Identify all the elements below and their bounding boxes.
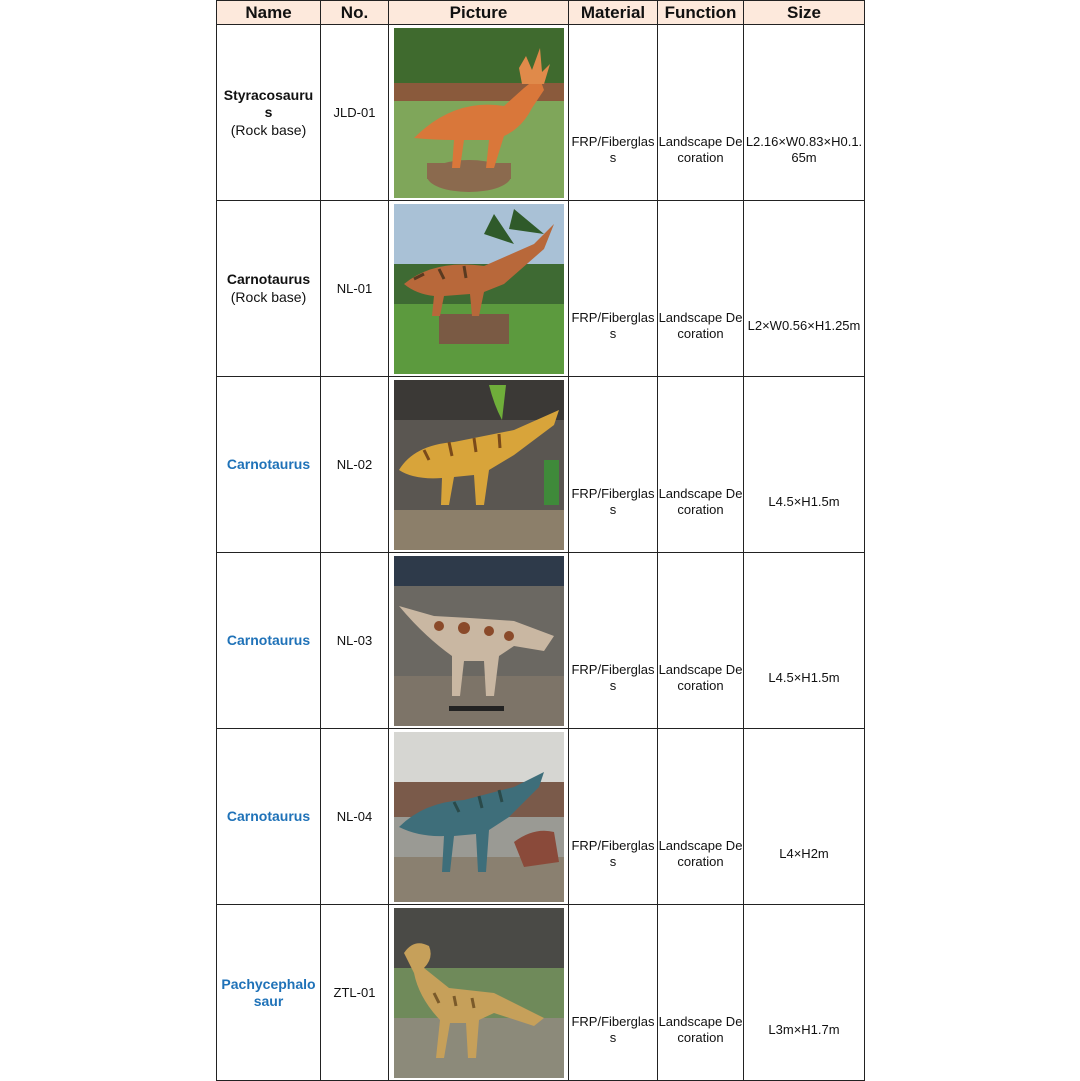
material-cell bbox=[569, 25, 658, 201]
header-picture: Picture bbox=[389, 1, 569, 25]
pachycephalosaur-photo bbox=[394, 908, 564, 1078]
table-row bbox=[217, 25, 865, 201]
product-name: Styracosaurus bbox=[223, 86, 314, 120]
function-text: Landscape Decoration bbox=[658, 133, 743, 165]
size-text: L4.5×H1.5m bbox=[768, 493, 840, 509]
material-cell bbox=[569, 729, 658, 905]
size-cell bbox=[744, 905, 865, 1081]
header-no: No. bbox=[321, 1, 389, 25]
table-row bbox=[217, 729, 865, 905]
size-cell bbox=[744, 729, 865, 905]
material-cell bbox=[569, 201, 658, 377]
function-text: Landscape Decoration bbox=[658, 309, 743, 341]
function-text: Landscape Decoration bbox=[658, 661, 743, 693]
material-cell bbox=[569, 377, 658, 553]
product-number: NL-03 bbox=[321, 553, 389, 729]
carnotaurus-spotted-photo bbox=[394, 556, 564, 726]
material-text: FRP/Fiberglass bbox=[571, 661, 655, 693]
picture-cell bbox=[389, 201, 569, 377]
size-cell bbox=[744, 201, 865, 377]
material-text: FRP/Fiberglass bbox=[571, 485, 655, 517]
product-number: ZTL-01 bbox=[321, 905, 389, 1081]
function-cell bbox=[658, 377, 744, 553]
table-row bbox=[217, 553, 865, 729]
name-cell bbox=[217, 201, 321, 377]
picture-cell bbox=[389, 25, 569, 201]
carnotaurus-workshop-photo bbox=[394, 380, 564, 550]
product-number: JLD-01 bbox=[321, 25, 389, 201]
size-text: L3m×H1.7m bbox=[768, 1021, 840, 1037]
material-text: FRP/Fiberglass bbox=[571, 1013, 655, 1045]
header-row bbox=[217, 1, 865, 25]
name-cell bbox=[217, 729, 321, 905]
function-text: Landscape Decoration bbox=[658, 1013, 743, 1045]
header-size: Size bbox=[744, 1, 865, 25]
size-text: L4.5×H1.5m bbox=[768, 669, 840, 685]
product-note: (Rock base) bbox=[230, 121, 307, 138]
header-function: Function bbox=[658, 1, 744, 25]
product-number: NL-04 bbox=[321, 729, 389, 905]
product-number: NL-02 bbox=[321, 377, 389, 553]
size-cell bbox=[744, 377, 865, 553]
picture-cell bbox=[389, 377, 569, 553]
size-text: L4×H2m bbox=[779, 845, 829, 861]
table-row bbox=[217, 905, 865, 1081]
function-text: Landscape Decoration bbox=[658, 485, 743, 517]
name-cell bbox=[217, 905, 321, 1081]
function-cell bbox=[658, 905, 744, 1081]
material-text: FRP/Fiberglass bbox=[571, 309, 655, 341]
size-cell bbox=[744, 553, 865, 729]
material-cell bbox=[569, 553, 658, 729]
size-text: L2×W0.56×H1.25m bbox=[747, 317, 861, 333]
function-cell bbox=[658, 201, 744, 377]
header-name: Name bbox=[217, 1, 321, 25]
table-row bbox=[217, 377, 865, 553]
product-name: Carnotaurus bbox=[226, 271, 311, 287]
picture-cell bbox=[389, 905, 569, 1081]
function-cell bbox=[658, 729, 744, 905]
size-cell bbox=[744, 25, 865, 201]
size-text: L2.16×W0.83×H0.1.65m bbox=[745, 133, 863, 165]
picture-cell bbox=[389, 553, 569, 729]
styracosaurus-photo bbox=[394, 28, 564, 198]
name-cell bbox=[217, 377, 321, 553]
material-cell bbox=[569, 905, 658, 1081]
function-text: Landscape Decoration bbox=[658, 837, 743, 869]
function-cell bbox=[658, 553, 744, 729]
product-name: Carnotaurus bbox=[226, 808, 311, 824]
carnotaurus-blue-photo bbox=[394, 732, 564, 902]
carnotaurus-rock-base-photo bbox=[394, 204, 564, 374]
product-name: Carnotaurus bbox=[226, 632, 311, 648]
product-number: NL-01 bbox=[321, 201, 389, 377]
material-text: FRP/Fiberglass bbox=[571, 133, 655, 165]
product-note: (Rock base) bbox=[230, 289, 307, 305]
product-name: Carnotaurus bbox=[226, 456, 311, 472]
name-cell bbox=[217, 553, 321, 729]
name-cell bbox=[217, 25, 321, 201]
material-text: FRP/Fiberglass bbox=[571, 837, 655, 869]
header-material: Material bbox=[569, 1, 658, 25]
picture-cell bbox=[389, 729, 569, 905]
table-row bbox=[217, 201, 865, 377]
function-cell bbox=[658, 25, 744, 201]
product-name: Pachycephalosaur bbox=[221, 975, 316, 1009]
dinosaur-catalog-table bbox=[216, 0, 865, 1081]
